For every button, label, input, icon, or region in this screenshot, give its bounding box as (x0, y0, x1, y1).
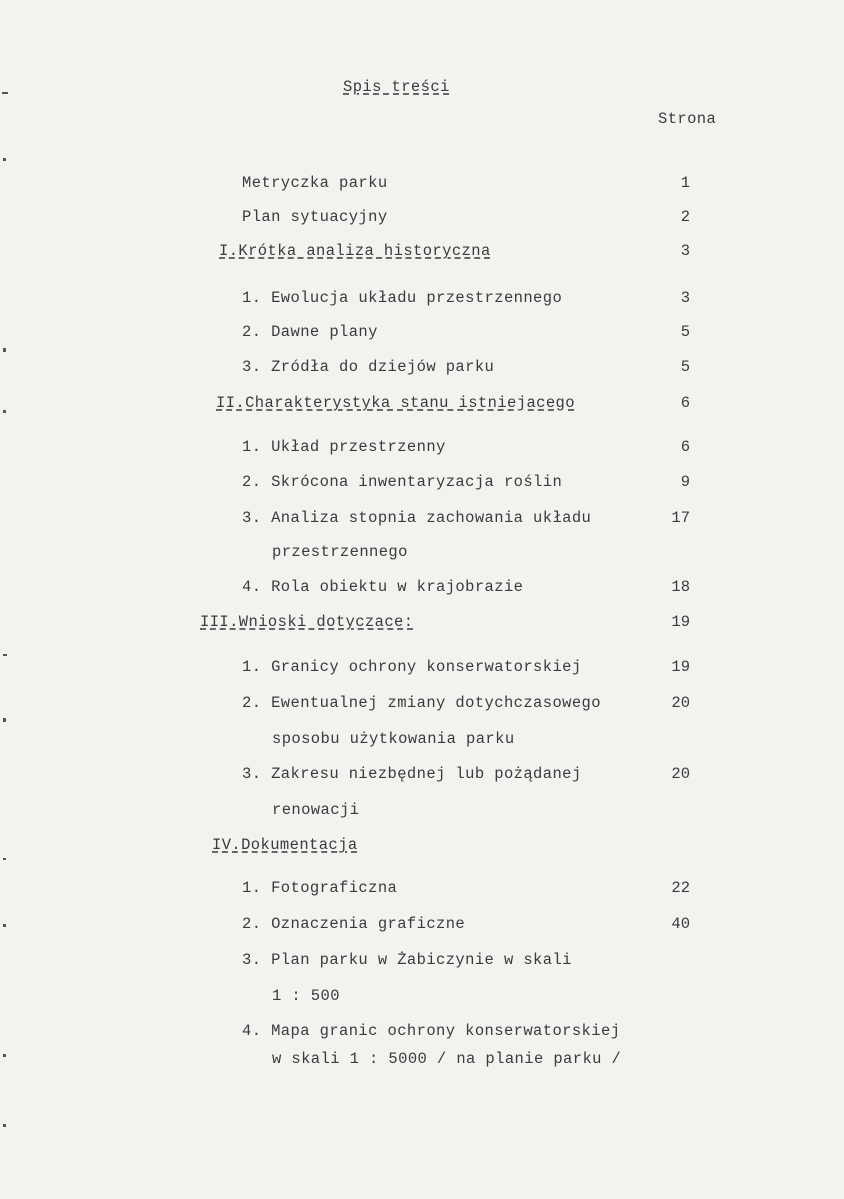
toc-page-number: 6 (680, 438, 690, 456)
toc-entry: 1. Fotograficzna (242, 879, 398, 897)
toc-page-number: 2 (680, 208, 690, 226)
toc-page-number: 1 (680, 174, 690, 192)
toc-entry: 2. Ewentualnej zmiany dotychczasowego (242, 694, 601, 712)
toc-page-number: 20 (671, 694, 690, 712)
toc-page-number: 3 (680, 289, 690, 307)
toc-entry-continuation: renowacji (272, 801, 360, 819)
toc-entry: 4. Mapa granic ochrony konserwatorskiej (242, 1022, 621, 1040)
toc-page-number: 9 (680, 473, 690, 491)
margin-mark (3, 348, 6, 352)
toc-page-number: 19 (671, 658, 690, 676)
toc-entry: Plan sytuacyjny (242, 208, 388, 226)
toc-section-heading: I.Krótka analiza historyczna (219, 242, 491, 260)
toc-entry-continuation: przestrzennego (272, 543, 408, 561)
toc-page-number: 6 (680, 394, 690, 412)
toc-section-heading: III.Wnioski dotyczace: (200, 613, 414, 631)
margin-mark (2, 92, 8, 94)
margin-mark (3, 858, 6, 860)
margin-mark (3, 1054, 6, 1057)
toc-entry-continuation: 1 : 500 (272, 987, 340, 1005)
margin-mark (3, 158, 6, 161)
toc-entry: 3. Plan parku w Żabiczynie w skali (242, 951, 572, 969)
toc-section-heading: IV.Dokumentacja (212, 836, 358, 854)
toc-section-heading: II.Charakterystyka stanu istniejacego (216, 394, 575, 412)
toc-page-number: 3 (680, 242, 690, 260)
toc-entry: 2. Skrócona inwentaryzacja roślin (242, 473, 563, 491)
toc-entry: 3. Zródła do dziejów parku (242, 358, 495, 376)
toc-entry-continuation: w skali 1 : 5000 / na planie parku / (272, 1050, 622, 1068)
toc-entry: 3. Analiza stopnia zachowania układu (242, 509, 592, 527)
toc-entry: 3. Zakresu niezbędnej lub pożądanej (242, 765, 582, 783)
toc-page-number: 40 (671, 915, 690, 933)
toc-entry: 4. Rola obiektu w krajobrazie (242, 578, 524, 596)
toc-page-number: 20 (671, 765, 690, 783)
toc-page-number: 18 (671, 578, 690, 596)
document-title: Spis treści (343, 78, 450, 96)
margin-mark (3, 410, 6, 413)
toc-page-number: 17 (671, 509, 690, 527)
toc-page-number: 5 (680, 323, 690, 341)
page-column-header: Strona (658, 110, 717, 128)
toc-page-number: 19 (671, 613, 690, 631)
toc-entry: 1. Ewolucja układu przestrzennego (242, 289, 563, 307)
toc-entry: 2. Dawne plany (242, 323, 378, 341)
toc-entry: 1. Granicy ochrony konserwatorskiej (242, 658, 582, 676)
toc-entry: Metryczka parku (242, 174, 388, 192)
margin-mark (3, 718, 6, 722)
toc-entry: 2. Oznaczenia graficzne (242, 915, 466, 933)
toc-entry-continuation: sposobu użytkowania parku (272, 730, 515, 748)
margin-mark (3, 1124, 6, 1127)
toc-entry: 1. Układ przestrzenny (242, 438, 446, 456)
margin-mark (3, 924, 6, 927)
toc-page-number: 5 (680, 358, 690, 376)
toc-page-number: 22 (671, 879, 690, 897)
margin-mark (3, 654, 7, 656)
